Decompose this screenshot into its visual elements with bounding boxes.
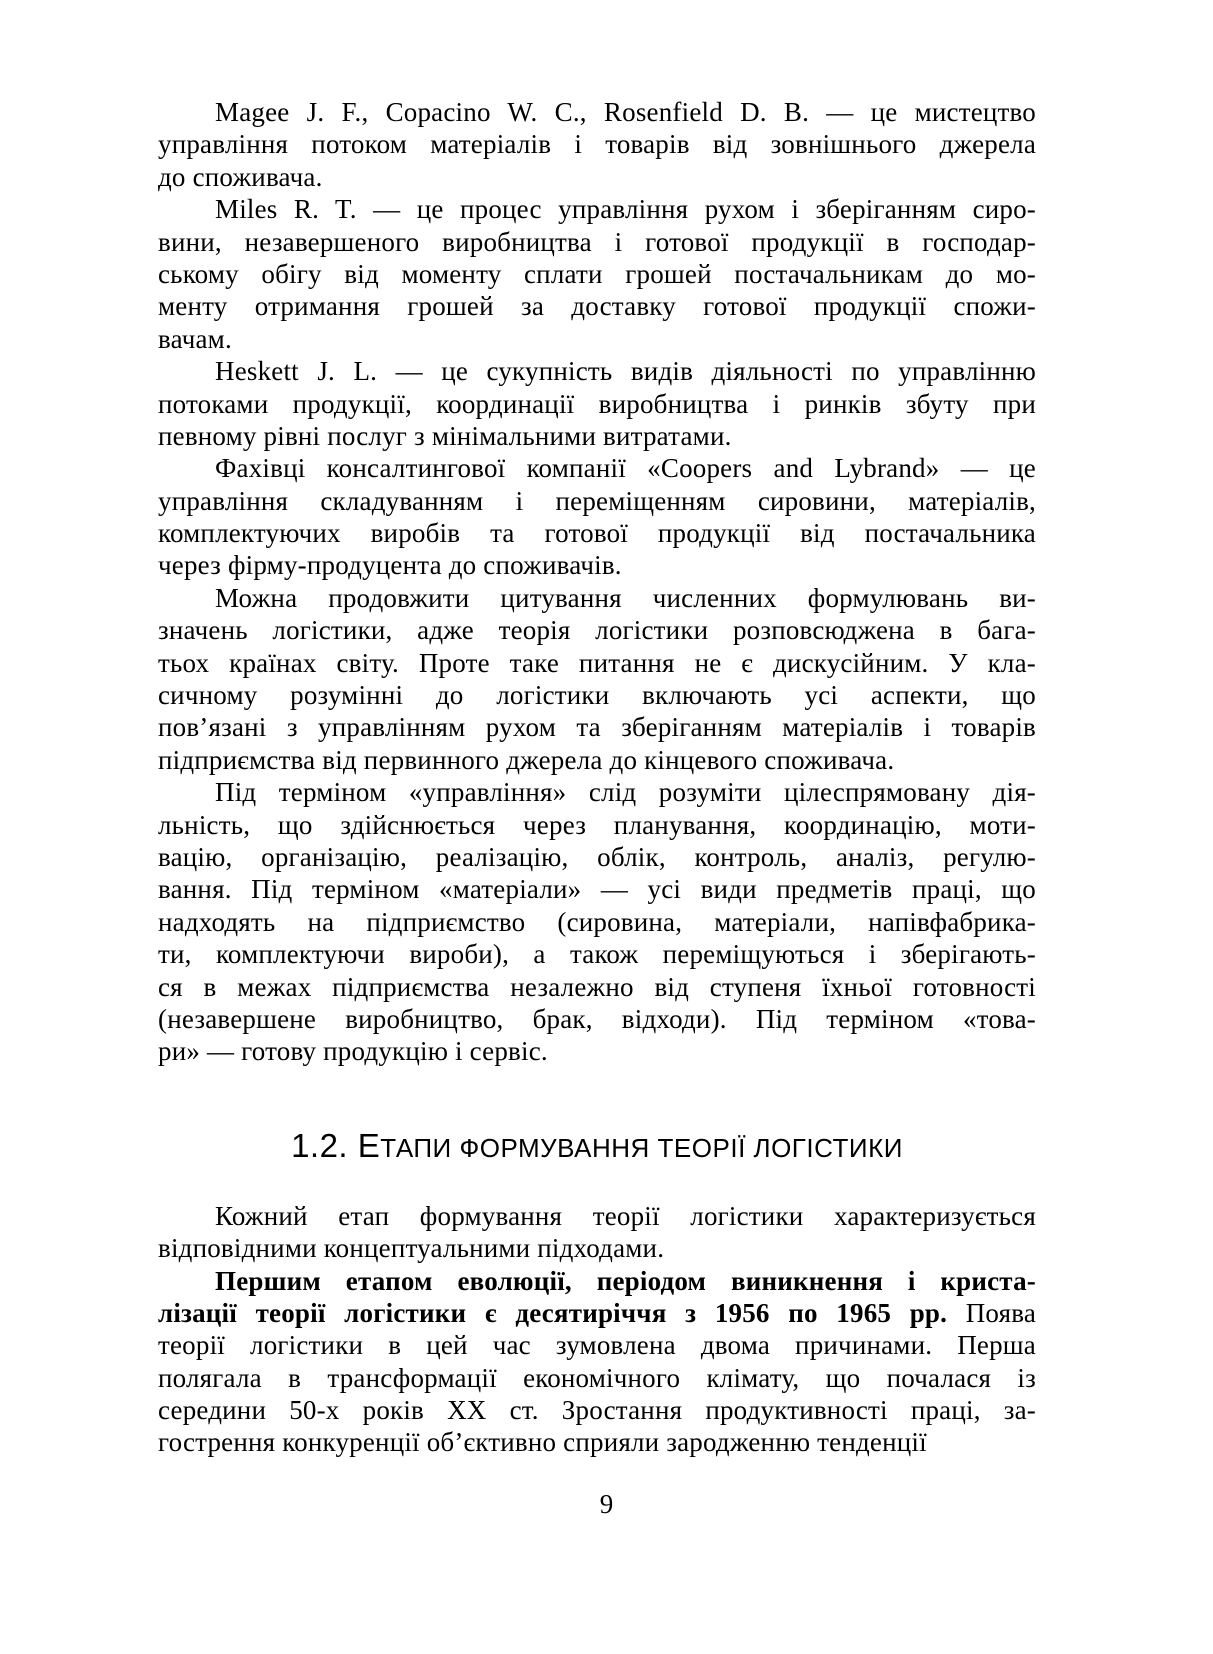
text-segment: (незавершене виробництво, брак, відходи). Під терміном «това- xyxy=(158,1003,1036,1034)
text-line xyxy=(158,485,1036,517)
text-segment: Miles R. T. — це процес управління рухом і зберіганням сиро- xyxy=(215,194,1036,225)
text-segment: полягала в трансформації економічного клімату, що почалася із xyxy=(158,1362,1036,1393)
text-line xyxy=(158,452,1036,484)
text-segment: ри» — готову продукцію і сервіс. xyxy=(158,1036,548,1067)
paragraph xyxy=(158,1200,1036,1265)
text-segment: Поява xyxy=(947,1297,1036,1328)
paragraph xyxy=(158,96,1036,193)
text-segment: значень логістики, адже теорія логістики розповсюджена в бага- xyxy=(158,615,1036,646)
text-line xyxy=(158,1003,1036,1035)
text-line xyxy=(158,128,1036,160)
text-segment: менту отримання грошей за доставку готової продукції спожи- xyxy=(158,291,1036,322)
text-line xyxy=(158,906,1036,938)
text-segment: комплектуючих виробів та готової продукції від постачальника xyxy=(158,518,1036,549)
bold-text-segment: Першим етапом еволюції, періодом виникнення і криста- xyxy=(215,1265,1036,1296)
text-segment: надходять на підприємство (сировина, матеріали, напівфабрика- xyxy=(158,906,1036,937)
text-line xyxy=(158,873,1036,905)
text-line xyxy=(158,420,1036,452)
text-line xyxy=(158,1426,1036,1458)
text-line xyxy=(158,776,1036,808)
text-line xyxy=(158,161,1036,193)
text-segment: вини, незавершеного виробництва і готової продукції в господар- xyxy=(158,226,1036,257)
text-segment: ся в межах підприємства незалежно від ступеня їхньої готовності xyxy=(158,971,1036,1002)
text-segment: Magee J. F., Copacino W. C., Rosenfield D. B. — це мистецтво xyxy=(215,97,1036,127)
text-segment: вання. Під терміном «матеріали» — усі види предметів праці, що xyxy=(158,874,1036,905)
text-segment: потоками продукції, координації виробництва і ринків збуту при xyxy=(158,388,1036,419)
text-segment: Під терміном «управління» слід розуміти цілеспрямовану дія- xyxy=(215,777,1036,808)
text-line xyxy=(158,323,1036,355)
text-segment: управління складуванням і переміщенням сировини, матеріалів, xyxy=(158,485,1036,516)
text-line xyxy=(158,1265,1036,1297)
text-line xyxy=(158,971,1036,1003)
text-line xyxy=(158,1035,1036,1067)
paragraph xyxy=(158,193,1036,355)
paragraph xyxy=(158,452,1036,582)
text-segment: через фірму-продуцента до споживачів. xyxy=(158,550,622,581)
text-segment: гострення конкуренції об’єктивно сприяли зародженню тенденції xyxy=(158,1427,927,1458)
text-segment: певному рівні послуг з мінімальними витратами. xyxy=(158,420,732,451)
text-line xyxy=(158,290,1036,322)
section-heading xyxy=(158,1124,1036,1168)
text-line xyxy=(158,226,1036,258)
text-line xyxy=(158,938,1036,970)
text-line xyxy=(158,841,1036,873)
bold-text-segment: лізації теорії логістики є десятиріччя з 1956 по 1965 рр. xyxy=(158,1297,948,1328)
text-line xyxy=(158,647,1036,679)
section-heading-text: ТАПИ ФОРМУВАННЯ ТЕОРІЇ ЛОГІСТИКИ xyxy=(380,1132,903,1163)
text-line xyxy=(158,1329,1036,1361)
text-segment: підприємства від первинного джерела до кінцевого споживача. xyxy=(158,744,895,775)
text-line xyxy=(158,1232,1036,1264)
text-segment: Можна продовжити цитування численних формулювань ви- xyxy=(215,582,1036,613)
paragraph xyxy=(158,776,1036,1068)
text-segment: управління потоком матеріалів і товарів від зовнішнього джерела xyxy=(158,129,1036,160)
text-segment: сичному розумінні до логістики включають усі аспекти, що xyxy=(158,680,1036,711)
text-line xyxy=(158,1297,1036,1329)
paragraph xyxy=(158,355,1036,452)
text-line xyxy=(158,1362,1036,1394)
text-line xyxy=(158,549,1036,581)
text-line xyxy=(158,1394,1036,1426)
text-segment: відповідними концептуальними підходами. xyxy=(158,1233,665,1264)
text-line xyxy=(158,388,1036,420)
page-number: 9 xyxy=(599,1489,614,1519)
section-heading-number-and-initial: 1.2. Е xyxy=(291,1126,381,1164)
text-line xyxy=(158,193,1036,225)
text-line xyxy=(158,614,1036,646)
paragraph xyxy=(158,582,1036,776)
text-line xyxy=(158,1200,1036,1232)
text-line xyxy=(158,679,1036,711)
text-line xyxy=(158,582,1036,614)
text-segment: ському обігу від моменту сплати грошей постачальникам до мо- xyxy=(158,258,1036,289)
text-line xyxy=(158,809,1036,841)
text-line xyxy=(158,96,1036,128)
text-segment: тьох країнах світу. Проте таке питання не є дискусійним. У кла- xyxy=(158,647,1036,678)
text-segment: льність, що здійснюється через планування, координацію, моти- xyxy=(158,809,1036,840)
text-line xyxy=(158,517,1036,549)
text-column xyxy=(158,96,1036,1459)
text-segment: Heskett J. L. — це сукупність видів діяльності по управлінню xyxy=(215,356,1036,387)
text-segment: вацію, організацію, реалізацію, облік, контроль, аналіз, регулю- xyxy=(158,841,1036,872)
text-line xyxy=(158,355,1036,387)
text-segment: ти, комплектуючи вироби), а також переміщуються і зберігають- xyxy=(158,939,1036,970)
text-line xyxy=(158,258,1036,290)
text-segment: Кожний етап формування теорії логістики характеризується xyxy=(215,1200,1036,1231)
text-segment: теорії логістики в цей час зумовлена двома причинами. Перша xyxy=(158,1330,1036,1361)
text-segment: Фахівці консалтингової компанії «Coopers and Lybrand» — це xyxy=(215,453,1036,484)
text-line xyxy=(158,744,1036,776)
text-line xyxy=(158,711,1036,743)
paragraph xyxy=(158,1265,1036,1459)
text-segment: пов’язані з управлінням рухом та зберіганням матеріалів і товарів xyxy=(158,712,1036,743)
text-segment: до споживача. xyxy=(158,161,323,192)
text-segment: вачам. xyxy=(158,323,232,354)
text-segment: середини 50-х років ХХ ст. Зростання продуктивності праці, за- xyxy=(158,1395,1036,1426)
